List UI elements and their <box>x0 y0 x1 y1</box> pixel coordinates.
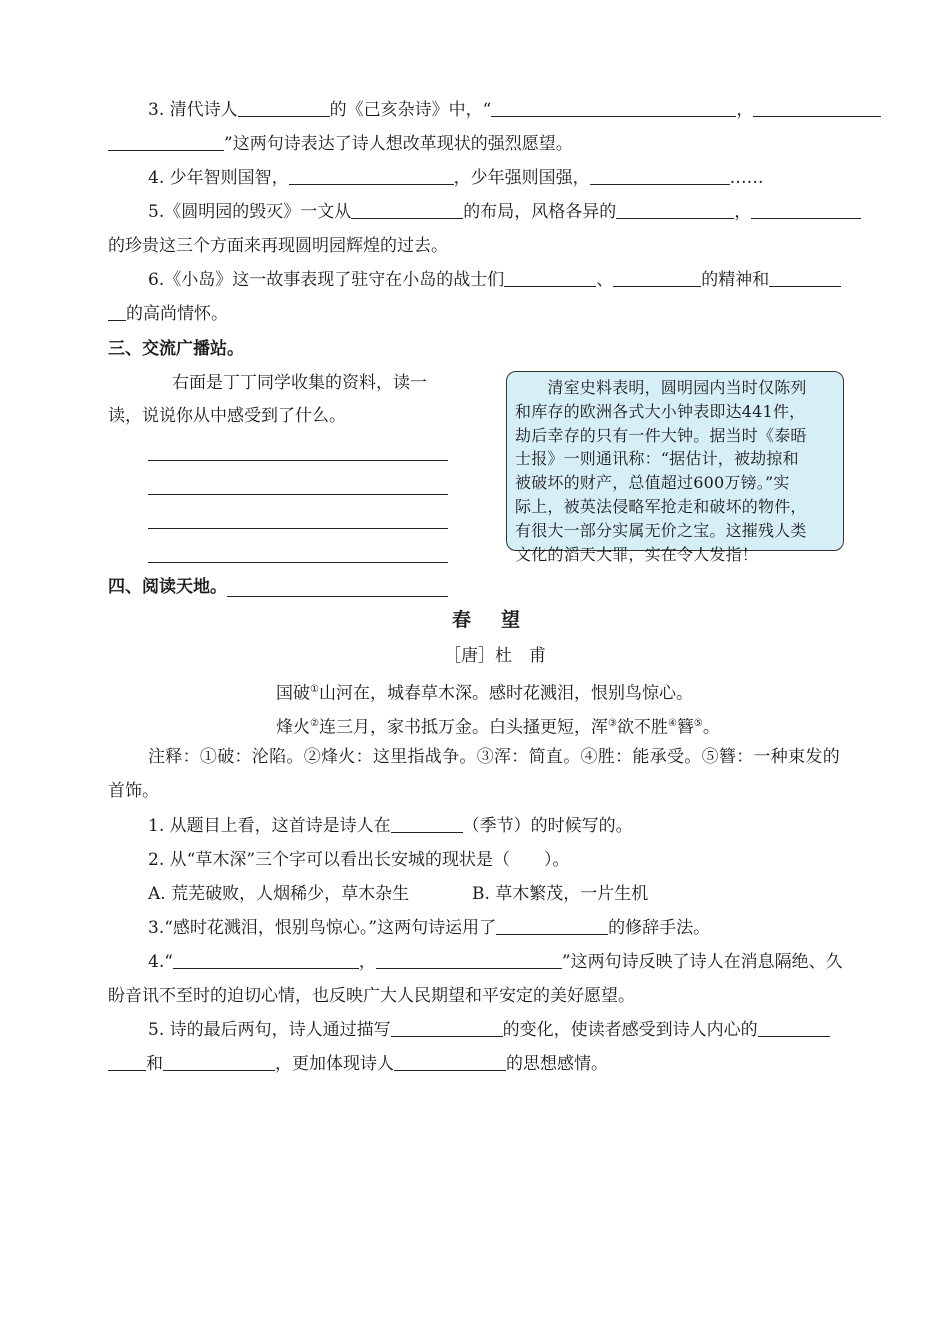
q5-blank-1[interactable] <box>351 200 463 219</box>
reading-q5-blank-4[interactable] <box>394 1052 506 1071</box>
q3-text-d: ”这两句诗表达了诗人想改革现状的强烈愿望。 <box>224 134 573 154</box>
reading-q1-b: （季节）的时候写的。 <box>462 816 633 836</box>
notes-line-1: 注释：①破：沦陷。②烽火：这里指战争。③浑：简直。④胜：能承受。⑤簪：一种束发的 <box>148 747 840 767</box>
poem-line-2-a: 烽火 <box>276 717 310 738</box>
answer-line-4[interactable] <box>148 562 448 563</box>
poem-line-2-d: 簪 <box>676 717 694 738</box>
note-marker-2: ② <box>310 718 319 729</box>
reading-q5-line1 <box>148 1018 830 1042</box>
q3-blank-line2-cont[interactable] <box>108 132 224 151</box>
q6-line2 <box>108 302 228 326</box>
material-line: 际上，被英法侵略军抢走和破坏的物件， <box>515 496 807 516</box>
reading-q3-blank[interactable] <box>496 916 608 935</box>
poem-line-1 <box>276 678 693 706</box>
notes-line-2: 首饰。 <box>108 781 159 801</box>
reading-q4-blank-2[interactable] <box>376 950 562 969</box>
poem-author: ［唐］杜 甫 <box>444 646 546 666</box>
reading-q5-e: 的思想感情。 <box>506 1054 608 1074</box>
q6-text-a: 6.《小岛》这一故事表现了驻守在小岛的战士们 <box>148 270 505 290</box>
reading-q1-blank[interactable] <box>391 814 463 833</box>
reading-q2-option-b[interactable]: B. 草木繁茂，一片生机 <box>472 884 649 904</box>
q6-blank-3-cont[interactable] <box>108 302 126 321</box>
reading-q4-b: ， <box>358 952 376 972</box>
poem-line-2-e: 。 <box>702 717 720 738</box>
q3-blank-line1[interactable] <box>491 98 736 117</box>
reading-q5-blank-1[interactable] <box>391 1018 503 1037</box>
q3-text-b: 的《己亥杂诗》中，“ <box>329 100 492 120</box>
q5-text-d: 的珍贵这三个方面来再现圆明园辉煌的过去。 <box>108 236 448 256</box>
poem-title: 春望 <box>452 609 551 631</box>
note-marker-1: ① <box>310 684 319 695</box>
material-line: 有很大一部分实属无价之宝。这摧残人类 <box>515 520 807 540</box>
reading-q3-a: 3.“感时花溅泪，恨别鸟惊心。”这两句诗运用了 <box>148 918 497 938</box>
q6-blank-3[interactable] <box>769 268 841 287</box>
reading-q2-option-a[interactable]: A. 荒芜破败，人烟稀少，草木杂生 <box>148 884 410 904</box>
q4-blank-1[interactable] <box>289 166 454 185</box>
material-line: 和库存的欧洲各式大小钟表即达441件， <box>515 401 806 421</box>
q5-blank-3[interactable] <box>751 200 861 219</box>
q4-blank-2[interactable] <box>590 166 730 185</box>
q3-blank-poet[interactable] <box>238 98 330 117</box>
material-box <box>506 371 844 564</box>
q3-text-c: ， <box>736 100 754 120</box>
reading-q5-line2 <box>108 1052 608 1076</box>
reading-q3-b: 的修辞手法。 <box>608 918 711 938</box>
section3-prompt-line1: 右面是丁丁同学收集的资料，读一 <box>172 373 427 393</box>
reading-q5-c: 和 <box>146 1054 163 1074</box>
q6-blank-1[interactable] <box>504 268 596 287</box>
reading-q4-line1 <box>148 950 843 974</box>
poem-line-1-a: 国破 <box>276 683 310 704</box>
reading-q5-a: 5. 诗的最后两句，诗人通过描写 <box>148 1020 391 1040</box>
reading-q5-blank-2-cont[interactable] <box>108 1052 146 1071</box>
note-marker-5: ⑤ <box>693 718 703 729</box>
q6-line1 <box>148 268 841 292</box>
poem-line-2 <box>276 712 720 740</box>
q3-text-a: 3. 清代诗人 <box>148 100 238 120</box>
section3-heading: 三、交流广播站。 <box>108 339 244 359</box>
q5-text-a: 5.《圆明园的毁灭》一文从 <box>148 202 352 222</box>
reading-q3 <box>148 916 710 940</box>
q3-line1 <box>148 98 881 122</box>
q5-line1 <box>148 200 861 224</box>
material-line: 被破坏的财产，总值超过600万镑。”实 <box>515 473 790 493</box>
q5-text-b: 的布局，风格各异的 <box>463 202 617 222</box>
material-line: 文化的滔天大罪，实在令人发指！ <box>515 544 759 564</box>
q4-line <box>148 166 764 190</box>
q5-text-c: ， <box>734 202 752 222</box>
q5-blank-2[interactable] <box>616 200 734 219</box>
q6-text-b: 、 <box>596 270 614 290</box>
note-marker-3: ③ <box>607 718 617 729</box>
q4-text-a: 4. 少年智则国智， <box>148 168 289 188</box>
reading-q5-d: ，更加体现诗人 <box>275 1054 394 1074</box>
material-line: 劫后幸存的只有一件大钟。据当时《泰晤 <box>515 425 807 445</box>
q6-text-c: 的精神和 <box>701 270 770 290</box>
q3-line2 <box>108 132 573 156</box>
q6-text-d: 的高尚情怀。 <box>126 304 228 324</box>
q3-blank-line2[interactable] <box>753 98 881 117</box>
q4-text-b: ，少年强则国强， <box>453 168 590 188</box>
q6-blank-2[interactable] <box>613 268 701 287</box>
reading-q5-b: 的变化，使读者感受到诗人内心的 <box>502 1020 758 1040</box>
q4-text-c: …… <box>729 168 764 188</box>
answer-line-3[interactable] <box>148 528 448 529</box>
reading-q4-blank-1[interactable] <box>173 950 359 969</box>
reading-q5-blank-3[interactable] <box>163 1052 275 1071</box>
reading-q4-a: 4.“ <box>148 952 173 972</box>
reading-q4-line2: 盼音讯不至时的迫切心情，也反映广大人民期望和平安定的美好愿望。 <box>108 986 635 1006</box>
poem-line-1-b: 山河在，城春草木深。感时花溅泪，恨别鸟惊心。 <box>318 683 693 704</box>
section4-heading: 四、阅读天地。 <box>108 577 227 597</box>
poem-line-2-b: 连三月，家书抵万金。白头搔更短，浑 <box>318 717 608 738</box>
reading-q5-blank-2[interactable] <box>758 1018 830 1037</box>
note-marker-4: ④ <box>667 718 677 729</box>
answer-line-1[interactable] <box>148 460 448 461</box>
q5-line2 <box>108 234 448 258</box>
reading-q1 <box>148 814 633 838</box>
answer-line-2[interactable] <box>148 494 448 495</box>
reading-q1-a: 1. 从题目上看，这首诗是诗人在 <box>148 816 391 836</box>
material-line: 士报》一则通讯称：“据估计，被劫掠和 <box>515 449 799 469</box>
reading-q4-c: ”这两句诗反映了诗人在消息隔绝、久 <box>561 952 843 972</box>
material-line: 清室史料表明，圆明园内当时仅陈列 <box>515 378 807 397</box>
section3-prompt-line2: 读，说说你从中感受到了什么。 <box>108 406 346 426</box>
poem-line-2-c: 欲不胜 <box>616 717 668 738</box>
reading-q2: 2. 从“草木深”三个字可以看出长安城的现状是（ ）。 <box>148 850 570 870</box>
